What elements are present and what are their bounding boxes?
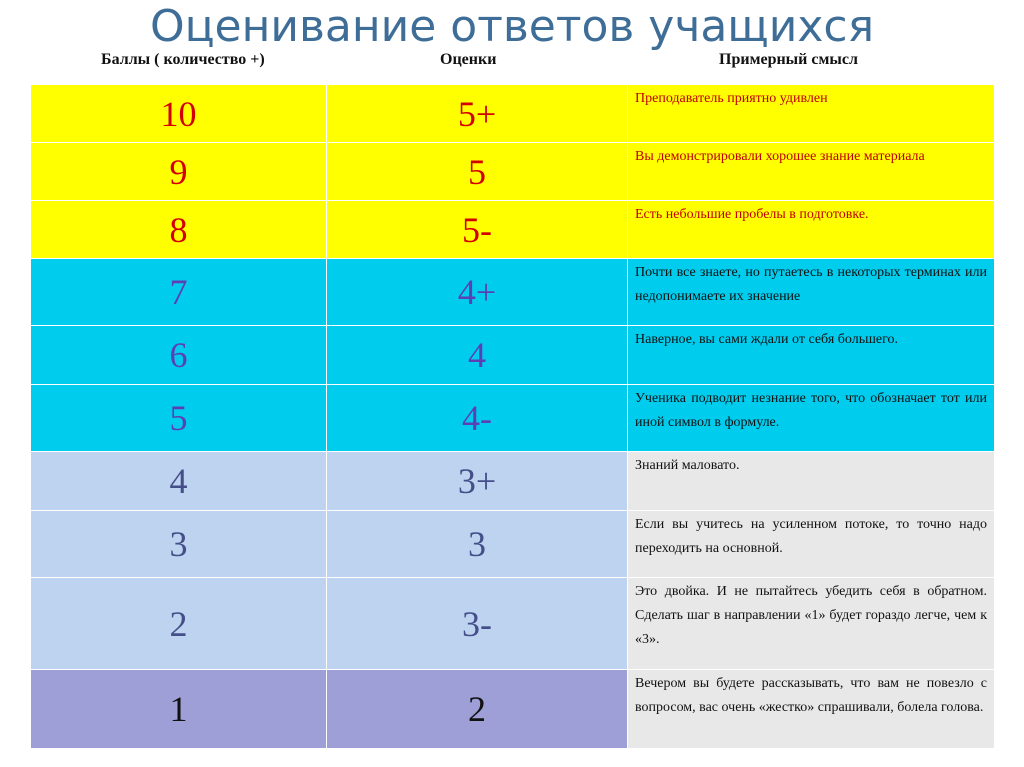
column-header-score: Баллы ( количество +): [101, 51, 265, 68]
meaning-cell: Знаний маловато.: [628, 452, 995, 511]
grade-cell: 3-: [327, 578, 628, 670]
score-cell: 2: [31, 578, 327, 670]
score-cell: 4: [31, 452, 327, 511]
table-row: [31, 670, 995, 749]
table-row: [31, 201, 995, 259]
meaning-cell: Есть небольшие пробелы в подготовке.: [628, 201, 995, 259]
grade-cell: 2: [327, 670, 628, 749]
table-row: [31, 259, 995, 326]
grade-cell: 3: [327, 511, 628, 578]
score-cell: 3: [31, 511, 327, 578]
page-title: Оценивание ответов учащихся: [149, 1, 875, 52]
table-row: [31, 143, 995, 201]
meaning-cell: Почти все знаете, но путаетесь в некоторых терминах или недопонимаете их значение: [628, 259, 995, 326]
table-row: [31, 452, 995, 511]
score-cell: 5: [31, 385, 327, 452]
table-row: [31, 511, 995, 578]
grade-cell: 5-: [327, 201, 628, 259]
score-cell: 6: [31, 326, 327, 385]
grade-cell: 4: [327, 326, 628, 385]
grading-table: [30, 84, 995, 749]
table-row: [31, 326, 995, 385]
grade-cell: 4+: [327, 259, 628, 326]
score-cell: 8: [31, 201, 327, 259]
table-row: [31, 85, 995, 143]
score-cell: 1: [31, 670, 327, 749]
meaning-cell: Вечером вы будете рассказывать, что вам не повезло с вопросом, вас очень «жестко» спрашивали, болела голова.: [628, 670, 995, 749]
table-row: [31, 385, 995, 452]
score-cell: 9: [31, 143, 327, 201]
meaning-cell: Наверное, вы сами ждали от себя большего.: [628, 326, 995, 385]
grade-cell: 5+: [327, 85, 628, 143]
column-header-grade: Оценки: [440, 51, 497, 68]
meaning-cell: Ученика подводит незнание того, что обозначает тот или иной символ в формуле.: [628, 385, 995, 452]
meaning-cell: Преподаватель приятно удивлен: [628, 85, 995, 143]
meaning-cell: Вы демонстрировали хорошее знание материала: [628, 143, 995, 201]
grade-cell: 4-: [327, 385, 628, 452]
grade-cell: 3+: [327, 452, 628, 511]
table-row: [31, 578, 995, 670]
score-cell: 10: [31, 85, 327, 143]
meaning-cell: Если вы учитесь на усиленном потоке, то точно надо переходить на основной.: [628, 511, 995, 578]
meaning-cell: Это двойка. И не пытайтесь убедить себя в обратном. Сделать шаг в направлении «1» будет гораздо легче, чем к «3».: [628, 578, 995, 670]
column-header-meaning: Примерный смысл: [719, 51, 858, 68]
score-cell: 7: [31, 259, 327, 326]
grade-cell: 5: [327, 143, 628, 201]
